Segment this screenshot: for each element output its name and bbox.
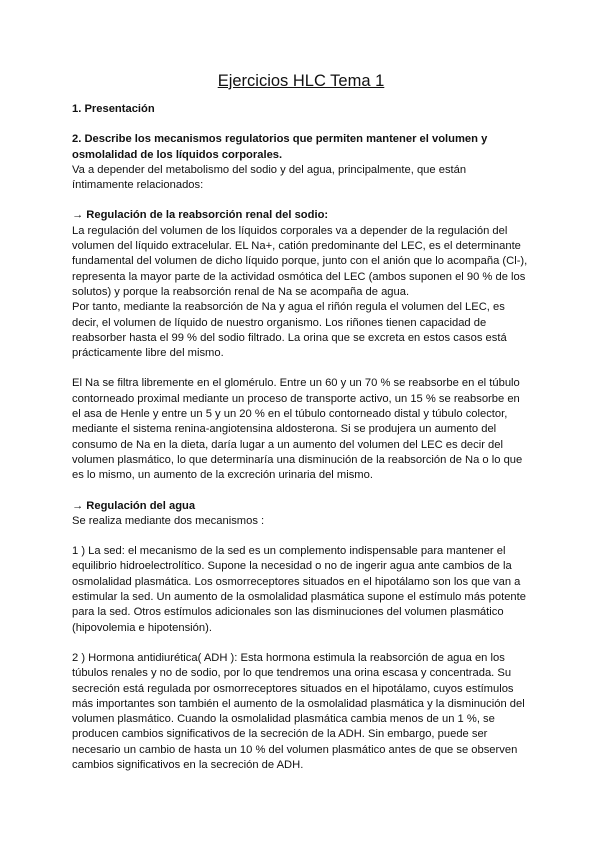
document-title: Ejercicios HLC Tema 1 — [217, 72, 385, 90]
sodium-paragraph-1: La regulación del volumen de los líquidos corporales va a depender de la regulación del volumen del líquido extracelular. EL Na+, catión predominante del LEC, es el determinante fundamental del volumen de dicho líquido porque, junto con el anión que lo acompaña (Cl-), representa la mayor parte de la actividad osmótica del LEC (ambos suponen el 90 % de los solutos) y porque la reabsorción renal de Na se acompaña de agua. — [72, 224, 528, 298]
sodium-heading: → Regulación de la reabsorción renal del sodio: — [72, 209, 329, 222]
water-paragraph-1: 1 ) La sed: el mecanismo de la sed es un complemento indispensable para mantener el equilibrio hidroelectrolítico. Supone la necesidad o no de ingerir agua ante cambios de la osmolalidad plasmática. Los osmorreceptores situados en el hipotálamo son los que van a estimular la sed. Un aumento de la osmolalidad plasmática supone el estímulo más potente para la sed. Otros estímulos adicionales son las disminuciones del volumen plasmático (hipovolemia e hipotensión). — [72, 545, 526, 634]
spacer — [72, 193, 530, 208]
spacer — [72, 636, 530, 651]
sodium-paragraph-2: Por tanto, mediante la reabsorción de Na y agua el riñón regula el volumen del LEC, es decir, el volumen de líquido de nuestro organismo. Los riñones tienen capacidad de reabsorber hasta el 99 % del sodio filtrado. La orina que se excreta en estos casos está prácticamente libre del mismo. — [72, 301, 507, 360]
spacer — [72, 117, 530, 132]
spacer — [72, 361, 530, 376]
sodium-paragraph-3: El Na se filtra libremente en el glomérulo. Entre un 60 y un 70 % se reabsorbe en el túbulo contorneado proximal mediante un proceso de transporte activo, un 15 % se reabsorbe en el asa de Henle y entre un 5 y un 20 % en el túbulo contorneado distal y túbulo colector, mediante el sistema renina-angiotensina aldosterona. Si se produjera un aumento del consumo de Na en la dieta, daría lugar a un aumento del volumen del LEC es decir del volumen plasmático, lo que determinaría una disminución de la reabsorción de Na o lo que es lo mismo, un aumento de la excreción urinaria del mismo. — [72, 377, 523, 482]
section-2-intro: Va a depender del metabolismo del sodio y del agua, principalmente, que están íntimamente relacionados: — [72, 163, 467, 192]
water-intro: Se realiza mediante dos mecanismos : — [72, 514, 265, 527]
section-2-heading: 2. Describe los mecanismos regulatorios que permiten mantener el volumen y osmolalidad de los líquidos corporales. — [72, 133, 488, 161]
document-page — [72, 70, 530, 773]
water-paragraph-2: 2 ) Hormona antidiurética( ADH ): Esta hormona estimula la reabsorción de agua en los túbulos renales y no de sodio, por lo que tendremos una orina escasa y concentrada. Su secreción está regulada por osmorreceptores situados en el hipotálamo, cuyos estímulos más importantes son también el aumento de la osmolalidad plasmática y la disminución del volumen plasmático. Cuando la osmolalidad plasmática cambia menos de un 1 %, se producen cambios significativos de la secreción de la ADH. Sin embargo, puede ser necesario un cambio de hasta un 10 % del volumen plasmático antes de que se observen cambios significativos en la secreción de ADH. — [72, 651, 525, 771]
spacer — [72, 484, 530, 499]
section-1-heading: 1. Presentación — [72, 103, 155, 115]
water-heading: → Regulación del agua — [72, 499, 196, 512]
spacer — [72, 529, 530, 544]
